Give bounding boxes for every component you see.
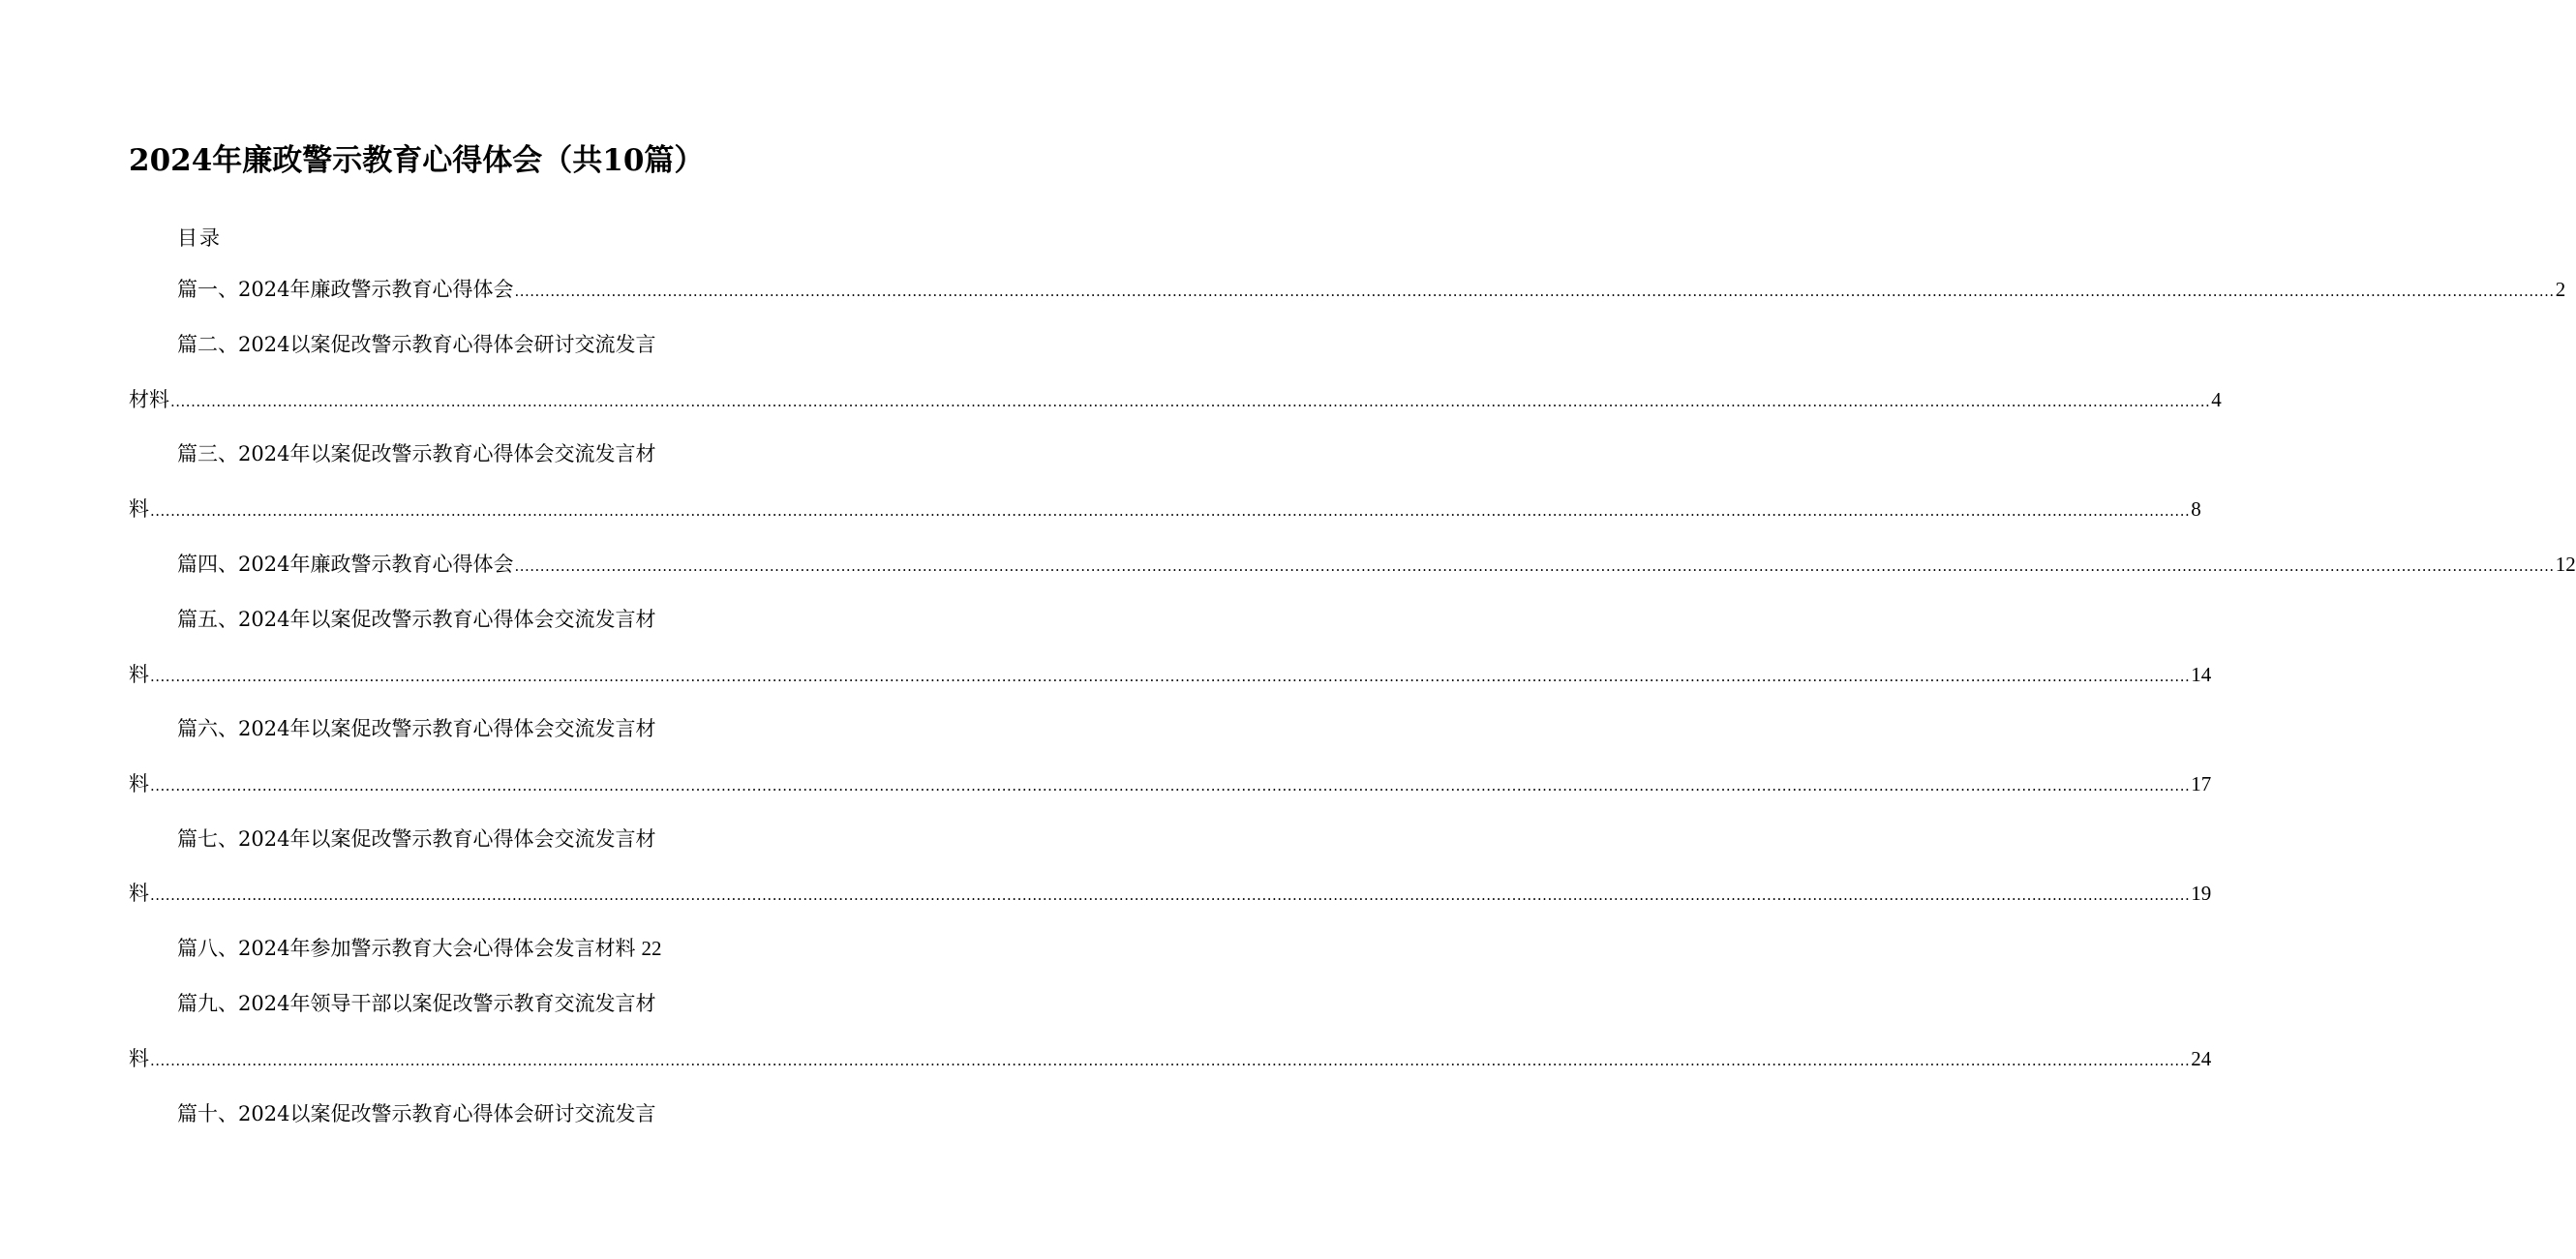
toc-leader-dots: ................................................................................................................................................................................................................................................................................................................................................................................................................ xyxy=(150,668,2191,685)
toc-entry-10[interactable] xyxy=(177,1099,719,1128)
toc-entry-9-continued[interactable] xyxy=(129,1044,2212,1073)
toc-entry-2[interactable] xyxy=(177,330,719,359)
toc-entry-title-continued: 料 xyxy=(129,1047,149,1070)
toc-page-number: 2 xyxy=(2555,278,2566,301)
toc-page-number: 8 xyxy=(2191,497,2201,521)
toc-entry-1[interactable] xyxy=(177,275,2566,304)
toc-page-number: 4 xyxy=(2211,388,2222,411)
toc-entry-title-continued: 料 xyxy=(129,663,149,686)
toc-entry-title-continued: 材料 xyxy=(129,388,169,411)
toc-entry-title-continued: 料 xyxy=(129,497,149,521)
toc-entry-title: 篇四、2024年廉政警示教育心得体会 xyxy=(177,553,514,576)
toc-entry-title: 篇七、2024年以案促改警示教育心得体会交流发言材 xyxy=(177,827,656,851)
toc-leader-dots: ................................................................................................................................................................................................................................................................................................................................................................................................................ xyxy=(514,557,2555,575)
toc-entry-title: 篇六、2024年以案促改警示教育心得体会交流发言材 xyxy=(177,717,656,740)
toc-entry-8[interactable] xyxy=(177,934,719,963)
toc-entry-7-continued[interactable] xyxy=(129,879,2212,908)
toc-entry-title-continued: 料 xyxy=(129,882,149,905)
toc-page-number: 19 xyxy=(2191,882,2212,905)
toc-leader-dots: ................................................................................................................................................................................................................................................................................................................................................................................................................ xyxy=(514,283,2555,300)
toc-page-number: 24 xyxy=(2191,1047,2212,1070)
toc-entry-6-continued[interactable] xyxy=(129,769,2212,798)
toc-page-number: 12 xyxy=(2555,553,2576,576)
toc-leader-dots: ................................................................................................................................................................................................................................................................................................................................................................................................................ xyxy=(170,393,2211,410)
toc-entry-title-continued: 料 xyxy=(129,772,149,795)
toc-leader-dots: ................................................................................................................................................................................................................................................................................................................................................................................................................ xyxy=(150,1052,2191,1069)
toc-entry-title: 篇三、2024年以案促改警示教育心得体会交流发言材 xyxy=(177,442,656,465)
toc-entry-3[interactable] xyxy=(177,439,719,468)
toc-leader-dots: ................................................................................................................................................................................................................................................................................................................................................................................................................ xyxy=(150,886,2191,904)
toc-entry-title: 篇一、2024年廉政警示教育心得体会 xyxy=(177,278,514,301)
toc-entry-6[interactable] xyxy=(177,714,719,743)
toc-entry-5[interactable] xyxy=(177,605,719,634)
toc-entry-title: 篇二、2024以案促改警示教育心得体会研讨交流发言 xyxy=(177,333,656,356)
toc-entry-3-continued[interactable] xyxy=(129,495,2201,524)
toc-leader-dots: ................................................................................................................................................................................................................................................................................................................................................................................................................ xyxy=(150,777,2191,794)
toc-heading: 目录 xyxy=(177,226,222,250)
toc-entry-title: 篇九、2024年领导干部以案促改警示教育交流发言材 xyxy=(177,992,656,1015)
toc-entry-title: 篇八、2024年参加警示教育大会心得体会发言材料 xyxy=(177,937,636,960)
toc-page-number: 14 xyxy=(2191,663,2212,686)
toc-page-number: 17 xyxy=(2191,772,2212,795)
toc-leader-dots: ................................................................................................................................................................................................................................................................................................................................................................................................................ xyxy=(150,502,2191,520)
toc-entry-2-continued[interactable] xyxy=(129,385,2222,414)
toc-entry-9[interactable] xyxy=(177,989,719,1018)
toc-entry-7[interactable] xyxy=(177,824,719,854)
toc-entry-5-continued[interactable] xyxy=(129,660,2212,689)
toc-entry-title: 篇五、2024年以案促改警示教育心得体会交流发言材 xyxy=(177,608,656,631)
toc-page-number: 22 xyxy=(641,937,662,960)
toc-entry-4[interactable] xyxy=(177,550,2576,579)
page-title: 2024年廉政警示教育心得体会（共10篇） xyxy=(129,143,705,178)
toc-entry-title: 篇十、2024以案促改警示教育心得体会研讨交流发言 xyxy=(177,1102,656,1125)
